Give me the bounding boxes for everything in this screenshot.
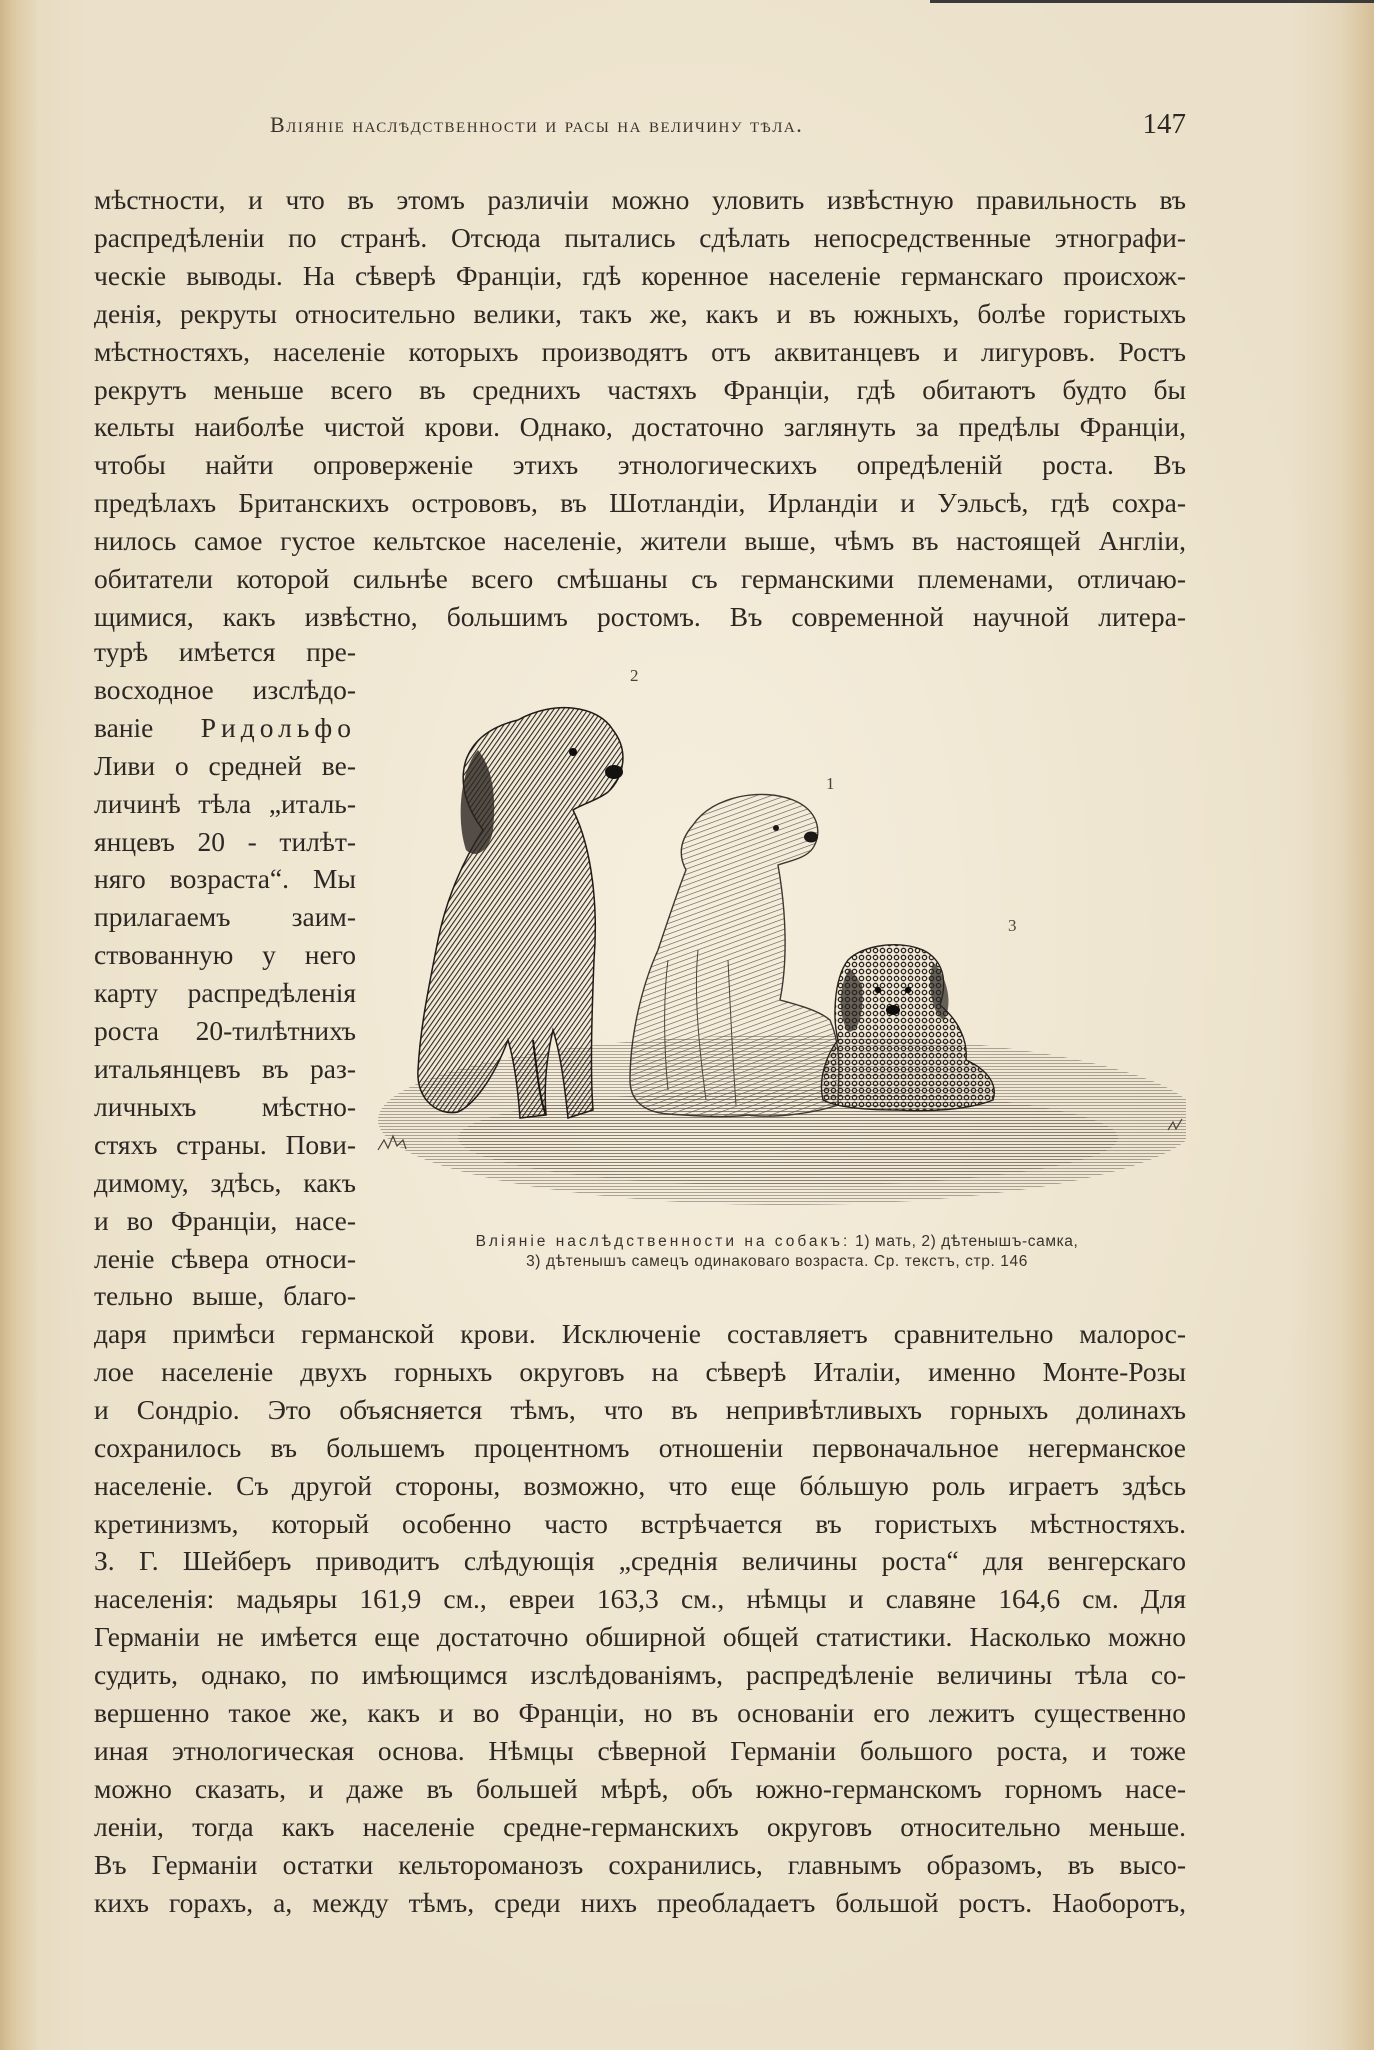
text-line: Въ Германіи остатки кельтороманозъ сохранились, главнымъ образомъ, въ высо- [94,1848,1186,1880]
text-line: леніе сѣвера относи- [94,1242,356,1274]
caption-title: Вліяніе наслѣдственности на собакъ: [475,1233,851,1250]
text-line: рекрутъ меньше всего въ среднихъ частяхъ Франціи, гдѣ обитаютъ будто бы [94,373,1186,405]
caption-line-2: 3) дѣтенышъ самецъ одинаковаго возраста. Ср. текстъ, стр. 146 [526,1253,1028,1270]
text-line: судить, однако, по имѣющимся изслѣдованіямъ, распредѣленіе величины тѣла со- [94,1659,1186,1691]
scan-edge-rule [930,0,1374,3]
body-text-side-column [94,633,356,1315]
text-line: иная этнологическая основа. Нѣмцы сѣверной Германіи большого роста, и тоже [94,1734,1186,1766]
text-line: щимися, какъ извѣстно, большимъ ростомъ. Въ современной научной литера- [94,600,1186,632]
text-line: нилось самое густое кельтское населеніе, жители выше, чѣмъ въ настоящей Англіи, [94,525,1186,557]
dog-male-pup-engraving-icon [821,945,994,1111]
text-line: и Сондріо. Это объясняется тѣмъ, что въ непривѣтливыхъ горныхъ долинахъ [94,1393,1186,1425]
text-line: мѣстностяхъ, населеніе которыхъ производятъ отъ аквитанцевъ и лигуровъ. Ростъ [94,335,1186,367]
figure-label-3: 3 [1008,916,1017,935]
text-line: Германіи не имѣется еще достаточно обширной общей статистики. Насколько можно [94,1621,1186,1653]
running-head: Вліяніе наслѣдственности и расы на величину тѣла. [270,112,804,137]
text-line: даря примѣси германской крови. Исключеніе составляетъ сравнительно малорос- [94,1318,1186,1349]
text-line: восходное изслѣдо- [94,673,356,705]
text-line: можно сказать, и даже въ большей мѣрѣ, объ южно-германскомъ горномъ насе- [94,1772,1186,1804]
text-line: денія, рекруты относительно велики, такъ же, какъ и въ южныхъ, болѣе гористыхъ [94,297,1186,329]
engraving-svg [368,660,1186,1230]
text-line: ствованную у него [94,939,356,971]
text-line: населеніе. Съ другой стороны, возможно, что еще бóльшую роль играетъ здѣсь [94,1469,1186,1501]
text-line: и во Франціи, насе- [94,1204,356,1236]
page-number: 147 [1142,108,1186,140]
figure-label-2: 2 [630,666,639,685]
text-line: кретинизмъ, который особенно часто встрѣчается въ гористыхъ мѣстностяхъ. [94,1507,1186,1539]
text-line [94,709,356,747]
text-fragment: ваніе [94,711,154,743]
text-line: кихъ горахъ, а, между тѣмъ, среди нихъ преобладаетъ большой ростъ. Наоборотъ, [94,1886,1186,1918]
figure-label-1: 1 [826,774,835,793]
text-line: мѣстности, и что въ этомъ различіи можно уловить извѣстную правильность въ [94,184,1186,215]
body-text-top [94,181,1186,633]
caption-text: 1) мать, 2) дѣтенышъ-самка, [850,1233,1079,1250]
text-line: предѣлахъ Британскихъ острововъ, въ Шотландіи, Ирландіи и Уэльсѣ, гдѣ сохра- [94,487,1186,519]
text-line: ческіе выводы. На сѣверѣ Франціи, гдѣ коренное населеніе германскаго происхож- [94,259,1186,291]
page-header [94,108,1186,146]
text-line: няго возраста“. Мы [94,863,356,895]
text-line: личныхъ мѣстно- [94,1090,356,1122]
text-line: кельты наиболѣе чистой крови. Однако, достаточно заглянуть за предѣлы Франціи, [94,411,1186,443]
text-line: прилагаемъ заим- [94,901,356,933]
text-line: итальянцевъ въ раз- [94,1052,356,1084]
body-text-bottom [94,1315,1186,1918]
text-line: карту распредѣленія [94,977,356,1009]
text-line: роста 20-тилѣтнихъ [94,1015,356,1047]
caption-line-1 [368,1232,1186,1252]
text-line: З. Г. Шейберъ приводитъ слѣдующія „среднія величины роста“ для венгерскаго [94,1545,1186,1577]
text-line: личинѣ тѣла „италь- [94,787,356,819]
text-line: янцевъ 20 - тилѣт- [94,825,356,857]
author-name-spaced: Ридольфо [200,711,356,743]
text-line: вершенно такое же, какъ и во Франціи, но въ основаніи его лежитъ существенно [94,1697,1186,1729]
dogs-illustration [368,660,1186,1300]
text-line: лое населеніе двухъ горныхъ округовъ на сѣверѣ Италіи, именно Монте-Розы [94,1355,1186,1387]
text-line: леніи, тогда какъ населеніе средне-германскихъ округовъ относительно меньше. [94,1810,1186,1842]
dog-mother-engraving-icon [418,708,623,1118]
text-line: тельно выше, благо- [94,1280,356,1312]
text-line: распредѣленіи по странѣ. Отсюда пытались сдѣлать непосредственные этнографи- [94,221,1186,253]
text-line: димому, здѣсь, какъ [94,1166,356,1198]
text-line: чтобы найти опроверженіе этихъ этнологическихъ опредѣленій роста. Въ [94,449,1186,481]
text-line: турѣ имѣется пре- [94,636,356,667]
text-line: обитатели которой сильнѣе всего смѣшаны съ германскими племенами, отличаю- [94,563,1186,595]
text-line: сохранилось въ большемъ процентномъ отношеніи первоначальное негерманское [94,1431,1186,1463]
text-line: стяхъ страны. Пови- [94,1128,356,1160]
dog-female-pup-engraving-icon [630,794,839,1116]
text-line: Ливи о средней ве- [94,749,356,781]
text-line: населенія: мадьяры 161,9 см., евреи 163,3 см., нѣмцы и славяне 164,6 см. Для [94,1583,1186,1615]
figure-caption [368,1232,1186,1272]
